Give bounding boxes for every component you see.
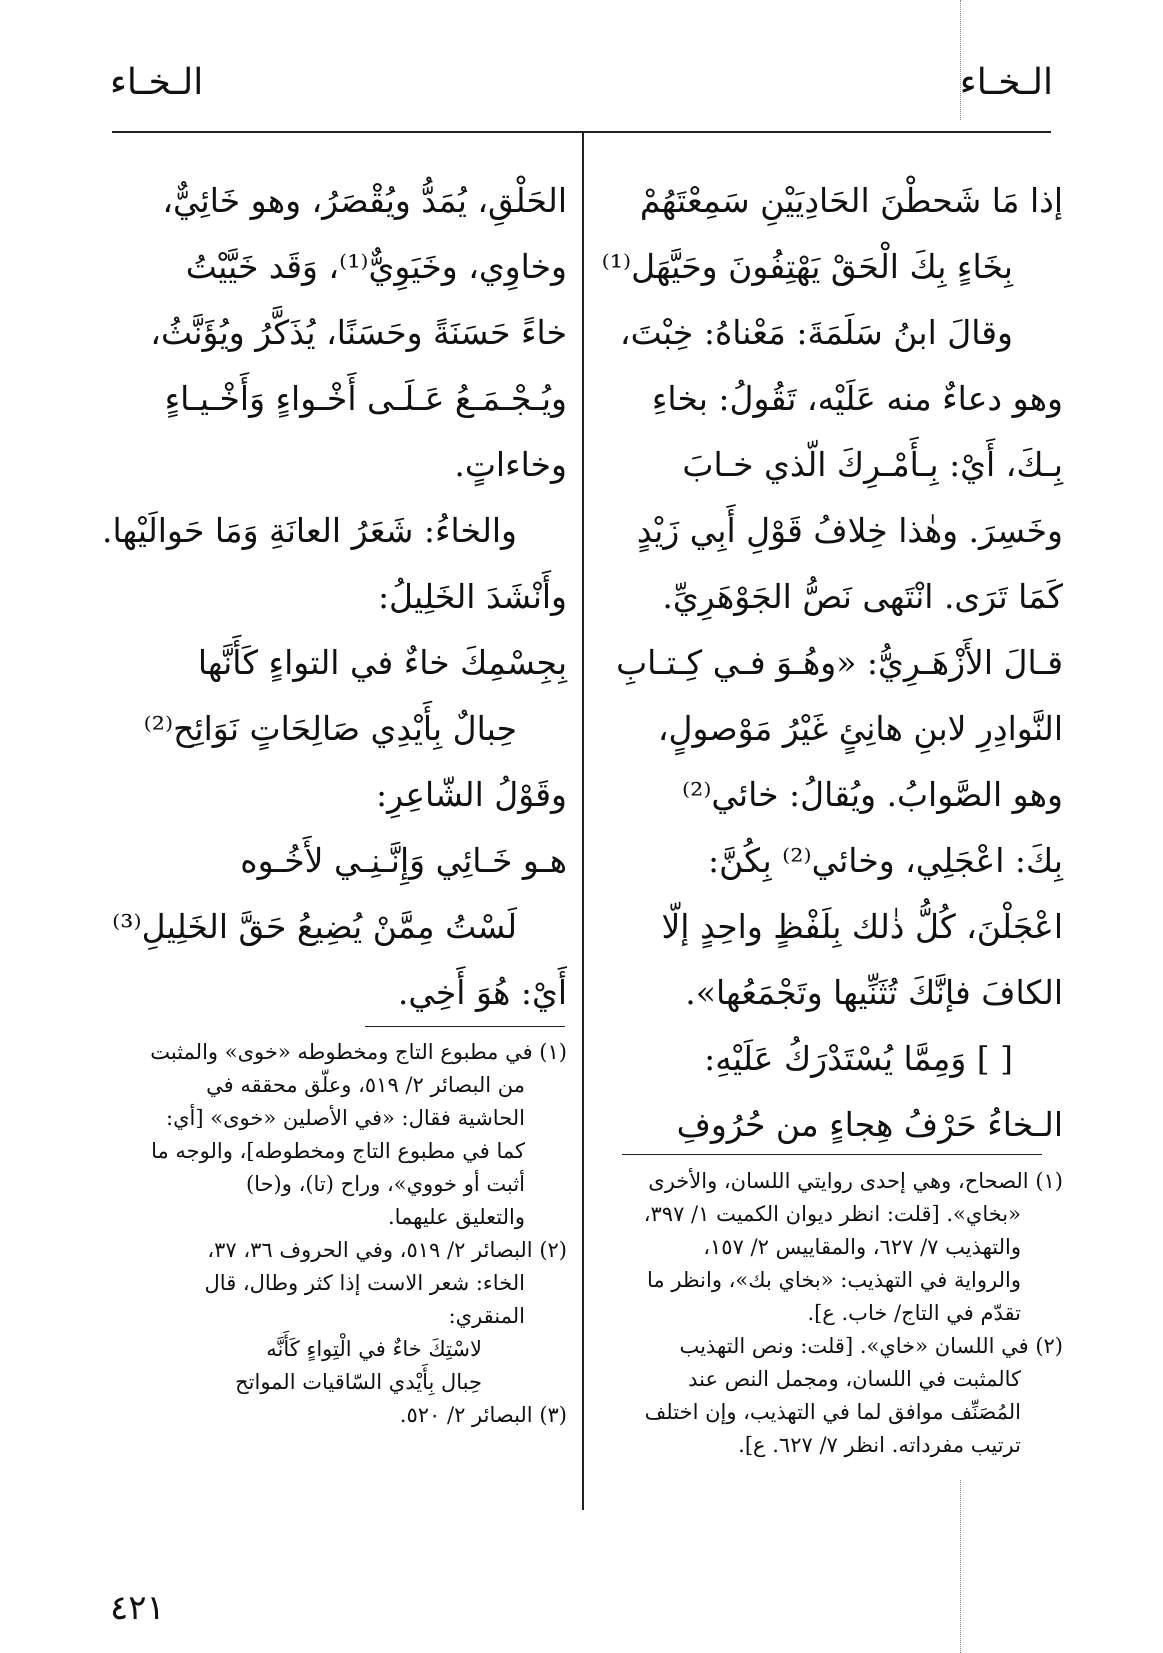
verse-line: هـو خَـائِي وَإِنَّـنِـي لأَخُـوه (240, 841, 567, 880)
text-line: وهو دعاءٌ منه عَلَيْه، تَقُولُ: بخاءِ (651, 379, 1063, 418)
text-line: وخَسِرَ. وهٰذا خِلافُ قَوْلِ أَبِي زَيْدٍ (636, 511, 1063, 550)
binding-edge-top (960, 0, 961, 120)
footnote-line: تقدّم في التاج/ خاب. ع]. (807, 1301, 1021, 1325)
text-line: بِكَ: اعْجَلِي، وخائي⁽²⁾ بِكُنَّ: (707, 841, 1063, 880)
running-header-left: الـخـاء (110, 62, 204, 103)
footnote-line: ترتيب مفرداته. انظر ٧/ ٦٢٧. ع]. (738, 1433, 1021, 1457)
section-heading: [ ] وَمِمَّا يُسْتَدْرَكُ عَلَيْهِ: (704, 1039, 1013, 1078)
footnote-verse-line: لاسْتِكَ خاءٌ في الْتِواءٍ كَأَنَّه (266, 1337, 482, 1361)
footnote-line: كالمثبت في اللسان، ومجمل النص عند (688, 1367, 1021, 1391)
text-line: ويُـجْـمَـعُ عَـلَـى أَخْـواءٍ وَأَخْـيـاءٍ (164, 379, 567, 418)
right-column (603, 168, 1063, 1158)
footnote-line: (٣) البصائر ٢/ ٥٢٠. (399, 1403, 567, 1427)
footnote-line: الحاشية فقال: «في الأصلين «خوى» [أي: (166, 1106, 525, 1130)
footnote-line: (٢) البصائر ٢/ ٥١٩، وفي الحروف ٣٦، ٣٧، (207, 1238, 567, 1262)
footnote-rule-right (622, 1154, 1042, 1155)
footnote-line: من البصائر ٢/ ٥١٩، وعلّق محققه في (206, 1073, 525, 1097)
text-line: قـالَ الأَزْهَـرِيُّ: «وهُـوَ فـي كِـتـابِ (616, 643, 1063, 682)
text-line: كَمَا تَرَى. انْتَهى نَصُّ الجَوْهَرِيِّ. (662, 577, 1063, 616)
footnote-line: والتعليق عليهما. (387, 1205, 525, 1229)
page-number: ٤٢١ (110, 1588, 165, 1628)
column-divider (582, 133, 584, 1510)
text-line: وقَوْلُ الشّاعِرِ: (376, 775, 567, 814)
text-line: الكافَ فإنَّكَ تُثَنِّيها وتَجْمَعُها». (685, 973, 1063, 1012)
footnote-line: والتهذيب ٧/ ٦٢٧، والمقاييس ٢/ ١٥٧، (703, 1235, 1021, 1259)
left-column (101, 168, 567, 1026)
binding-edge-bottom (960, 1480, 961, 1653)
text-line: خاءً حَسَنَةً وحَسَنًا، يُذَكَّرُ ويُؤَنَّثُ، (150, 313, 567, 352)
footnotes-left (112, 1036, 567, 1432)
footnote-line: الخاء: شعر الاست إذا كثر وطال، قال (204, 1271, 525, 1295)
text-line: بِـكَ، أَيْ: بِـأَمْـرِكَ الّذي خـابَ (682, 445, 1063, 484)
text-line: اعْجَلْنَ، كُلُّ ذٰلك بِلَفْظٍ واحِدٍ إلّا (661, 907, 1063, 946)
verse-line: بِجِسْمِكَ خاءٌ في التواءٍ كَأَنَّها (197, 643, 567, 682)
text-line: النَّوادِرِ لابنِ هانِئٍ غَيْرُ مَوْصولٍ، (657, 709, 1063, 748)
footnote-verse-line: حِبال بِأَيْدي السّاقيات المواتح (235, 1370, 482, 1394)
verse-line: لَسْتُ مِمَّنْ يُضِيعُ حَقَّ الخَلِيلِ⁽³⁾ (112, 907, 517, 946)
text-line: وأَنْشَدَ الخَلِيلُ: (377, 577, 567, 616)
footnotes-right (603, 1165, 1063, 1462)
footnote-line: (٢) في اللسان «خاي». [قلت: ونص التهذيب (679, 1334, 1063, 1358)
text-line: الـخاءُ حَرْفُ هِجاءٍ من حُرُوفِ (676, 1105, 1063, 1144)
text-line: الحَلْقِ، يُمَدُّ ويُقْصَرُ، وهو خَائِيٌّ، (162, 181, 567, 220)
footnote-line: والرواية في التهذيب: «بخاي بك»، وانظر ما (647, 1268, 1021, 1292)
text-line: أَيْ: هُوَ أَخِي. (397, 973, 567, 1012)
running-header-right: الـخـاء (959, 62, 1053, 103)
footnote-line: المُصَنِّف موافق لما في التهذيب، وإن اختلف (644, 1400, 1021, 1424)
text-line: وهو الصَّوابُ. ويُقالُ: خائي⁽²⁾ (681, 775, 1063, 814)
text-line: وخاوِي، وخَيَوِيٌّ⁽¹⁾، وَقَد خَيَّيْتُ (185, 247, 567, 286)
footnote-line: كما في مطبوع التاج ومخطوطه]، والوجه ما (151, 1139, 525, 1163)
footnote-line: المنقري: (448, 1304, 525, 1328)
text-line: وقالَ ابنُ سَلَمَةَ: مَعْناهُ: خِبْتَ، (619, 313, 1013, 352)
footnote-line: (١) في مطبوع التاج ومخطوطه «خوى» والمثبت (150, 1040, 567, 1064)
footnote-rule-left (365, 1026, 565, 1027)
verse-line: حِبالٌ بِأَيْدِي صَالِحَاتٍ نَوَائِح⁽²⁾ (143, 709, 517, 748)
verse-line: إذا مَا شَحطْنَ الحَادِيَيْنِ سَمِعْتَهُمْ (639, 181, 1063, 220)
footnote-line: «بخاي». [قلت: انظر ديوان الكميت ١/ ٣٩٧، (643, 1202, 1021, 1226)
verse-line: بِخَاءٍ بِكَ الْحَقْ يَهْتِفُونَ وحَيَّهَل⁽¹⁾ (601, 247, 1013, 286)
footnote-line: أثبت أو خووي»، وراح (تا)، و(حا) (245, 1172, 525, 1196)
footnote-line: (١) الصحاح، وهي إحدى روايتي اللسان، والأخرى (648, 1169, 1063, 1193)
text-line: والخاءُ: شَعَرُ العانَةِ وَمَا حَوالَيْها. (101, 511, 517, 550)
text-line: وخاءاتٍ. (454, 445, 567, 484)
